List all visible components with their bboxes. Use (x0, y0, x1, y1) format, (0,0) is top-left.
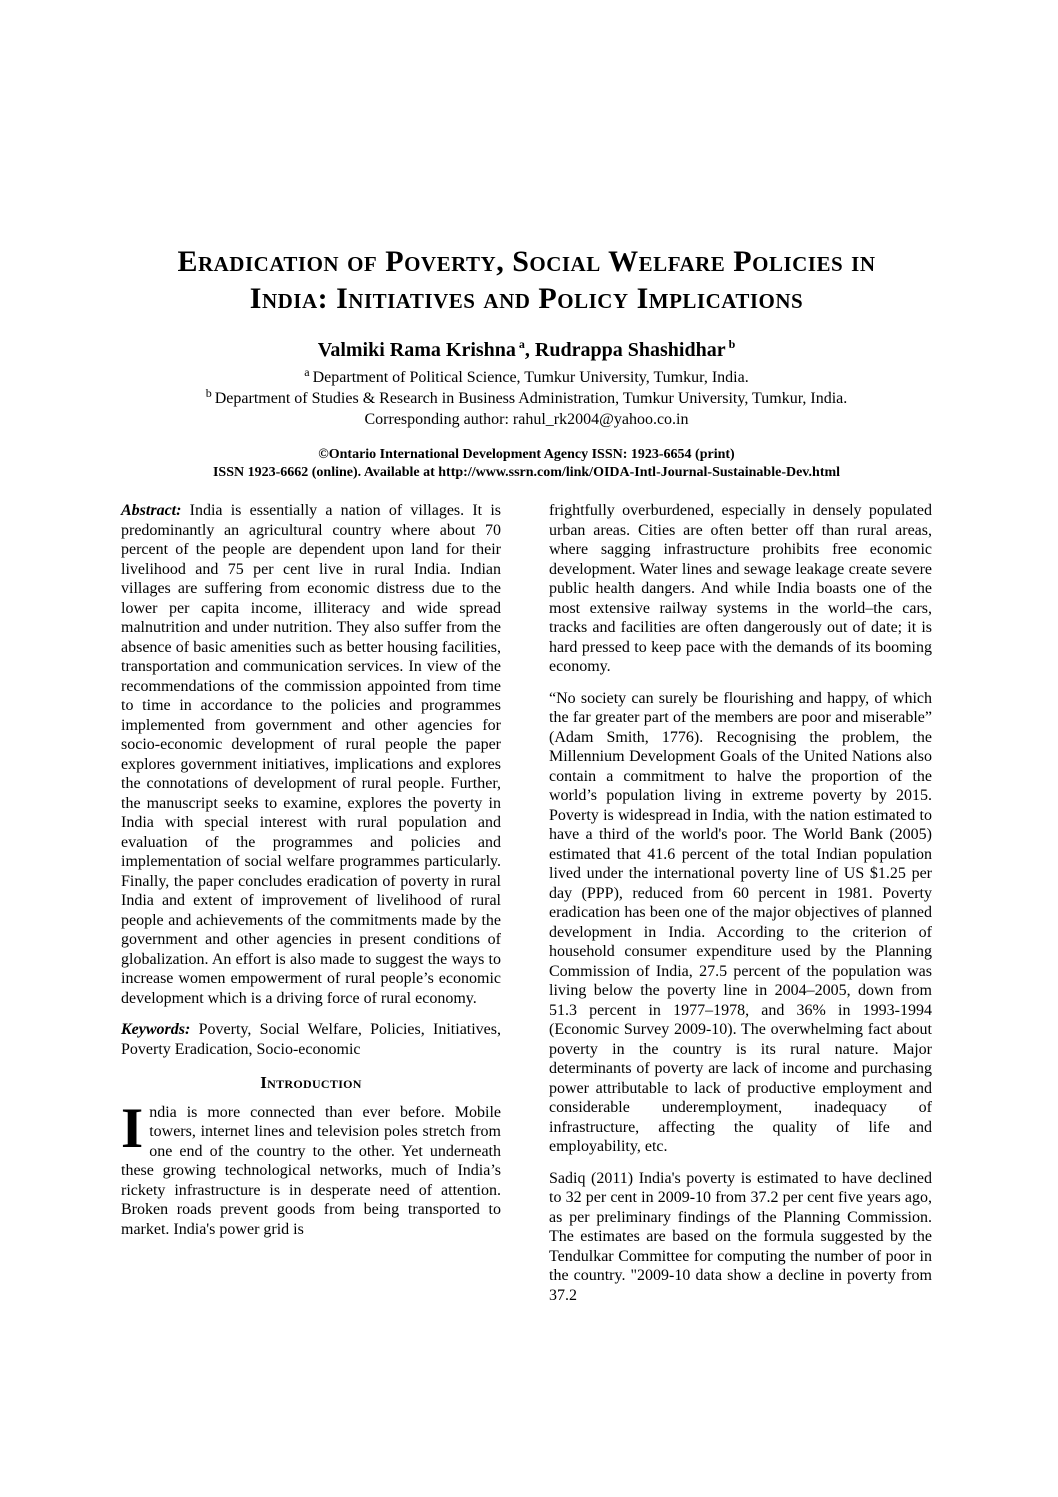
byline (121, 337, 932, 363)
paper-title (121, 243, 932, 317)
paper-title-line-2: India: Initiatives and Policy Implications (249, 282, 804, 315)
paper-title-line-1: Eradication of Poverty, Social Welfare Policies in (177, 245, 876, 278)
author-name-2: Rudrappa Shashidhar (534, 339, 726, 361)
author-name-1: Valmiki Rama Krishna (317, 339, 516, 361)
affiliation-line-b (121, 385, 932, 409)
abstract-paragraph (121, 501, 501, 1008)
affiliations-block (121, 364, 932, 430)
introduction-heading: Introduction (260, 1073, 362, 1092)
affiliation-text-b: Department of Studies & Research in Business Administration, Tumkur University, Tumkur, India. (214, 390, 848, 407)
affiliation-line-a (121, 364, 932, 388)
two-column-body (121, 501, 932, 1317)
keywords-paragraph (121, 1020, 501, 1059)
keywords-label: Keywords: (121, 1021, 191, 1038)
issn-block (121, 446, 932, 481)
affiliation-text-a: Department of Political Science, Tumkur University, Tumkur, India. (312, 369, 749, 386)
drop-cap: I (121, 1096, 144, 1160)
left-column (121, 501, 501, 1317)
keywords-text: Poverty, Social Welfare, Policies, Initiatives, Poverty Eradication, Socio-economic (121, 1021, 502, 1058)
abstract-text: India is essentially a nation of villages. It is predominantly an agricultural country where about 70 percent of the people are dependent upon land for their livelihood and 75 per cent live in rural India. Indian villages are suffering from economic distress due to the lower per capita income, illiteracy and wide spread malnutrition and under nutrition. They also suffer from the absence of basic amenities such as better housing facilities, transportation and communication services. In view of the recommendations of the commission appointed from time to time in accordance to the policies and programmes implemented from government and other agencies for socio-economic development of rural people the paper explores government initiatives, implications and explores the connotations of development of rural people. Further, the manuscript seeks to examine, explores the poverty in India with special interest with rural population and evaluation of the programmes and policies and implementation of social welfare programmes particularly. Finally, the paper concludes eradication of poverty in rural India and extent of improvement of livelihood of rural people and achievements of the commitments made by the government and other agencies in present conditions of globalization. An effort is also made to suggest the ways to increase women empowerment of rural people’s economic development which is a driving force of rural economy. (121, 502, 501, 1007)
body-paragraph-1: frightfully overburdened, especially in densely populated urban areas. Cities are often better off than rural areas, where sagging infrastructure prohibits free economic development. Water lines and sewage leakage create severe public health dangers. And while India boasts one of the most extensive railway systems in the world–the cars, tracks and facilities are often dangerously out of date; it is hard pressed to keep pace with the demands of its booming economy. (549, 502, 932, 675)
abstract-label: Abstract: (121, 502, 182, 519)
copyright-issn-print-line: ©Ontario International Development Agency ISSN: 1923-6654 (print) (318, 447, 735, 462)
right-column (549, 501, 932, 1317)
issn-online-url-line: ISSN 1923-6662 (online). Available at http://www.ssrn.com/link/OIDA-Intl-Journal-Sustainable-Dev.html (212, 464, 841, 480)
affiliation-superscript-b: b (205, 385, 212, 400)
author-separator: , (524, 339, 535, 361)
corresponding-author-line: Corresponding author: rahul_rk2004@yahoo.co.in (364, 411, 689, 428)
body-paragraph-2: “No society can surely be flourishing and happy, of which the far greater part of the members are poor and miserable” (Adam Smith, 1776). Recognising the problem, the Millennium Development Goals of the United Nations also contain a commitment to halve the proportion of the world’s population living in extreme poverty by 2015. Poverty is widespread in India, with the nation estimated to have a third of the world's poor. The World Bank (2005) estimated that 41.6 percent of the total Indian population lived under the international poverty line of US $1.25 per day (PPP), reduced from 60 percent in 1981. Poverty eradication has been one of the major objectives of planned development in India. According to the criterion of household consumer expenditure used by the Planning Commission of India, 27.5 percent of the population was living below the poverty line in 2004–2005, down from 51.3 percent in 1977–1978, and 36% in 1993-1994 (Economic Survey 2009-10). The overwhelming fact about poverty in the country is its rural nature. Major determinants of poverty are lack of income and purchasing power attributable to lack of productive employment and considerable underemployment, inadequacy of infrastructure, affecting the quality of life and employability, etc. (549, 689, 932, 1155)
affiliation-superscript-a: a (304, 364, 310, 379)
author-superscript-2: b (728, 337, 736, 352)
body-paragraph-3: Sadiq (2011) India's poverty is estimated to have declined to 32 per cent in 2009-10 from 37.2 per cent five years ago, as per preliminary findings of the Planning Commission. The estimates are based on the formula suggested by the Tendulkar Committee for computing the number of poor in the country. "2009-10 data show a decline in poverty from 37.2 (549, 1169, 932, 1304)
intro-paragraph (121, 1096, 501, 1240)
intro-text: ndia is more connected than ever before. Mobile towers, internet lines and television poles stretch from one end of the country to the other. Yet underneath these growing technological networks, much of India’s rickety infrastructure is in desperate need of attention. Broken roads prevent goods from being transported to market. India's power grid is (121, 1103, 501, 1238)
author-superscript-1: a (518, 337, 525, 352)
